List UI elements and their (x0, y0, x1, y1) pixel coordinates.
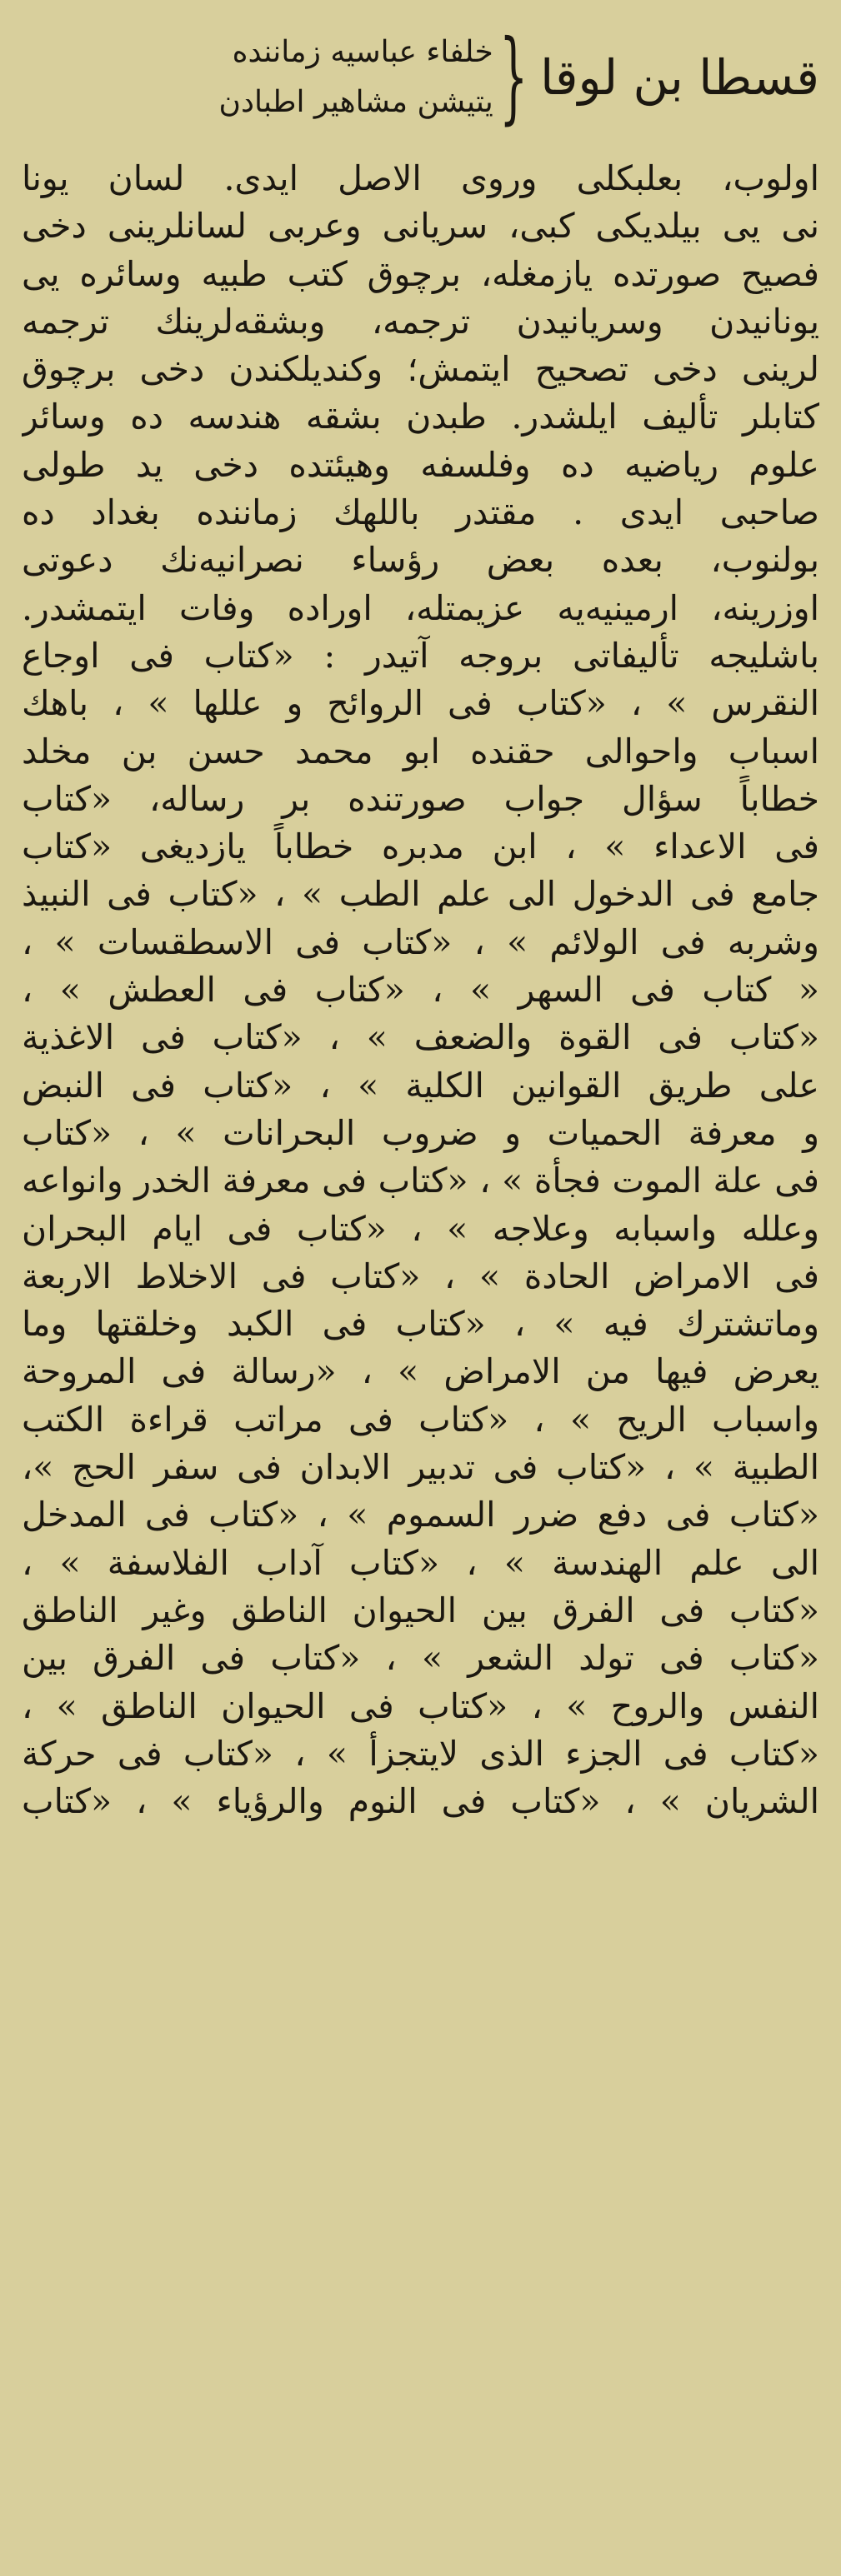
entry-body (22, 155, 819, 1825)
text-line: يعرض فيها من الامراض » ، «رسالة فى المروحة (22, 1351, 819, 1392)
text-line: الشريان » ، «كتاب فى النوم والرؤياء » ، «كتاب (22, 1781, 819, 1822)
text-line: الى علم الهندسة » ، «كتاب آداب الفلاسفة » ، (22, 1542, 819, 1583)
text-line: بولنوب، بعده بعض رؤساء نصرانيه‌نك دعوتى (22, 540, 819, 581)
text-line: فى علة الموت فجأة » ، «كتاب فى معرفة الخدر وانواعه (22, 1161, 819, 1201)
text-line: فى الامراض الحادة » ، «كتاب فى الاخلاط الاربعة (22, 1256, 819, 1296)
text-line: «كتاب فى تولد الشعر » ، «كتاب فى الفرق بين (22, 1638, 819, 1679)
text-line: فى الاعداء » ، ابن مدبره خطاباً يازديغى «كتاب (22, 826, 819, 867)
text-line: «كتاب فى الجزء الذى لايتجزأ » ، «كتاب فى حركة (22, 1733, 819, 1774)
text-line: على طريق القوانين الكلية » ، «كتاب فى النبض (22, 1065, 819, 1106)
subtitle-line: خلفاء عباسيه زماننده (232, 35, 493, 69)
text-line: و معرفة الحميات و ضروب البحرانات » ، «كتاب (22, 1112, 819, 1153)
text-line: النقرس » ، «كتاب فى الروائح و عللها » ، باهك (22, 683, 819, 724)
text-line: فصيح صورتده يازمغله، برچوق كتب طبيه وسائره يى (22, 253, 819, 294)
text-line: كتابلر تأليف ايلشدر. طبدن بشقه هندسه ده وسائر (22, 397, 819, 437)
text-line: باشليجه تأليفاتى بروجه آتيدر : «كتاب فى اوجاع (22, 635, 819, 676)
brace-icon: { (498, 19, 528, 135)
text-line: وماتشترك فيه » ، «كتاب فى الكبد وخلقتها وما (22, 1304, 819, 1345)
text-line: اولوب، بعلبكلى وروى الاصل ايدى. لسان يونا (22, 158, 819, 198)
text-line: وشربه فى الولائم » ، «كتاب فى الاسطقسات » ، (22, 921, 819, 962)
text-line: « كتاب فى السهر » ، «كتاب فى العطش » ، (22, 970, 819, 1011)
text-line: «كتاب فى الفرق بين الحيوان الناطق وغير الناطق (22, 1590, 819, 1630)
text-line: اسباب واحوالى حقنده ابو محمد حسن بن مخلد (22, 731, 819, 771)
text-line: الطبية » ، «كتاب فى تدبير الابدان فى سفر الحج »، (22, 1447, 819, 1488)
text-line: واسباب الريح » ، «كتاب فى مراتب قراءة الكتب (22, 1399, 819, 1440)
text-line: وعلله واسبابه وعلاجه » ، «كتاب فى ايام البحران (22, 1208, 819, 1249)
text-line: نى يى بيلديكى كبى، سريانى وعربى لسانلرينى دخى (22, 206, 819, 247)
text-line: «كتاب فى دفع ضرر السموم » ، «كتاب فى المدخل (22, 1495, 819, 1535)
subtitle-line: يتيشن مشاهير اطبادن (218, 85, 493, 119)
text-line: خطاباً سؤال جواب صورتنده بر رساله، «كتاب (22, 778, 819, 819)
text-line: جامع فى الدخول الى علم الطب » ، «كتاب فى النبيذ (22, 874, 819, 915)
text-line: «كتاب فى القوة والضعف » ، «كتاب فى الاغذية (22, 1017, 819, 1058)
text-line: علوم رياضيه ده وفلسفه وهيئتده دخى يد طولى (22, 444, 819, 485)
text-line: النفس والروح » ، «كتاب فى الحيوان الناطق » ، (22, 1685, 819, 1726)
entry-title: قسطا بن لوقا (540, 49, 819, 106)
text-line: صاحبى ايدى . مقتدر باللهك زماننده بغداد ده (22, 492, 819, 533)
entry-header (22, 15, 819, 140)
entry-subtitle (219, 27, 493, 127)
text-line: يونانيدن وسريانيدن ترجمه، وبشقه‌لرينك ترجمه (22, 301, 819, 342)
text-line: لرينى دخى تصحيح ايتمش؛ وكنديلكندن دخى برچوق (22, 349, 819, 390)
text-line: اوزرينه، ارمينيه‌يه عزيمتله، اوراده وفات ايتمشدر. (22, 587, 819, 628)
